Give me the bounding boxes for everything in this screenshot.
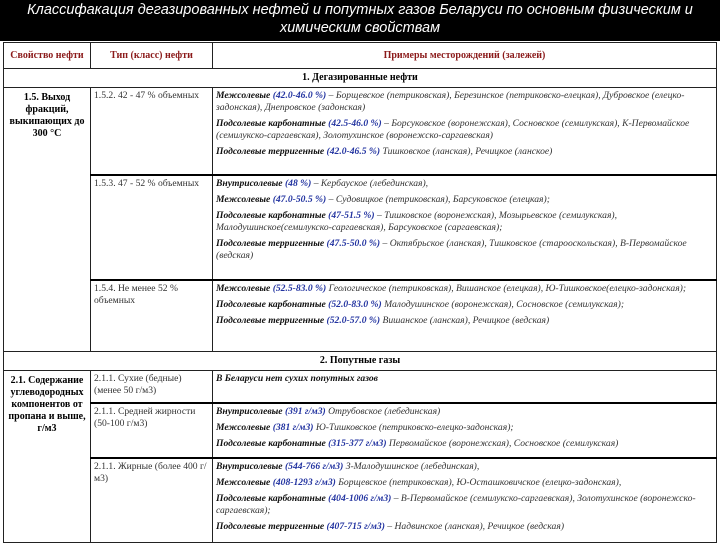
value-range: (407-715 г/м3) xyxy=(326,520,385,532)
deposit-list: Вишанское (ланская), Речицкое (ведская) xyxy=(382,314,550,326)
deposit-group: Межсолевые xyxy=(216,90,271,101)
value-range: (408-1293 г/м3) xyxy=(272,476,336,488)
type-cell: 2.1.1. Средней жирности (50-100 г/м3) xyxy=(91,403,213,458)
examples-cell xyxy=(213,88,717,175)
table-row xyxy=(4,371,717,403)
example-entry xyxy=(216,178,713,190)
type-cell: 2.1.1. Жирные (более 400 г/м3) xyxy=(91,458,213,543)
deposit-list: Первомайское (воронежская), Сосновское (семилукская) xyxy=(388,437,619,449)
deposit-list: Ю-Тишковское (петриковско-елецко-задонская); xyxy=(315,421,514,433)
deposit-list: – Надвинское (ланская), Речицкое (ведская) xyxy=(387,520,565,532)
header-examples: Примеры месторождений (залежей) xyxy=(213,43,717,69)
deposit-list: З-Малодушинское (лебединская), xyxy=(345,460,480,472)
section-title: 2. Попутные газы xyxy=(4,352,717,371)
table-row xyxy=(4,280,717,352)
header-type: Тип (класс) нефти xyxy=(91,43,213,69)
deposit-list: – В-Первомайское (семилукско-саргаевская), Золотухинское (воронежско-саргаевская); xyxy=(216,492,696,516)
examples-cell xyxy=(213,403,717,458)
value-range: (47-51.5 %) xyxy=(328,209,375,221)
classification-table xyxy=(3,42,717,543)
deposit-group: Подсолевые терригенные xyxy=(216,146,325,157)
value-range: (544-766 г/м3) xyxy=(284,460,344,472)
deposit-group: Подсолевые терригенные xyxy=(216,314,325,326)
section-row xyxy=(4,352,717,371)
example-entry xyxy=(216,521,713,533)
value-range: (381 г/м3) xyxy=(272,421,314,433)
table-row xyxy=(4,175,717,280)
example-entry xyxy=(216,373,713,385)
value-range: (42.5-46.0 %) xyxy=(328,118,382,129)
example-entry xyxy=(216,118,713,142)
deposit-list: Отрубовское (лебединская) xyxy=(328,405,441,417)
slide-title: Классифакация дегазированных нефтей и попутных газов Беларуси по основным физическим и химическим свойствам xyxy=(0,0,720,41)
example-entry xyxy=(216,493,713,517)
type-cell: 1.5.3. 47 - 52 % объемных xyxy=(91,175,213,280)
example-entry xyxy=(216,461,713,473)
deposit-list: – Судовицкое (петриковская), Барсуковское (елецкая); xyxy=(328,193,550,205)
deposit-group: В Беларуси нет сухих попутных газов xyxy=(216,373,378,384)
section-row xyxy=(4,69,717,88)
example-entry xyxy=(216,210,713,234)
examples-cell xyxy=(213,371,717,403)
deposit-group: Межсолевые xyxy=(216,421,271,433)
property-cell: 1.5. Выход фракций, выкипающих до 300 °С xyxy=(4,88,91,352)
table-row xyxy=(4,403,717,458)
value-range: (52.0-57.0 %) xyxy=(326,314,381,326)
deposit-group: Подсолевые карбонатные xyxy=(216,298,326,310)
deposit-group: Внутрисолевые xyxy=(216,405,283,417)
deposit-list: – Кербауское (лебединская), xyxy=(313,177,429,189)
table-row xyxy=(4,458,717,543)
value-range: (42.0-46.5 %) xyxy=(326,146,381,157)
value-range: (404-1006 г/м3) xyxy=(328,492,392,504)
example-entry xyxy=(216,194,713,206)
example-entry xyxy=(216,90,713,114)
deposit-group: Межсолевые xyxy=(216,282,271,294)
examples-cell xyxy=(213,280,717,352)
deposit-list: – Октябрьское (ланская), Тишковское (старооскольская), В-Первомайское (ведская) xyxy=(216,237,687,261)
value-range: (42.0-46.0 %) xyxy=(272,90,327,101)
deposit-group: Подсолевые карбонатные xyxy=(216,118,326,129)
example-entry xyxy=(216,299,713,311)
value-range: (47.5-50.0 %) xyxy=(326,237,381,249)
examples-cell xyxy=(213,175,717,280)
deposit-list: Малодушинское (воронежская), Сосновское (семилукская); xyxy=(384,298,625,310)
example-entry xyxy=(216,315,713,327)
deposit-group: Внутрисолевые xyxy=(216,460,283,472)
section-title: 1. Дегазированные нефти xyxy=(4,69,717,88)
example-entry xyxy=(216,477,713,489)
type-cell: 1.5.4. Не менее 52 % объемных xyxy=(91,280,213,352)
type-cell: 2.1.1. Сухие (бедные) (менее 50 г/м3) xyxy=(91,371,213,403)
deposit-group: Подсолевые терригенные xyxy=(216,520,325,532)
property-cell: 2.1. Содержание углеводородных компонентов от пропана и выше, г/м3 xyxy=(4,371,91,543)
example-entry xyxy=(216,422,713,434)
deposit-group: Подсолевые терригенные xyxy=(216,237,325,249)
deposit-list: Геологическое (петриковская), Вишанское (елецкая), Ю-Тишковское(елецко-задонская); xyxy=(328,282,687,294)
deposit-group: Подсолевые карбонатные xyxy=(216,437,326,449)
deposit-group: Межсолевые xyxy=(216,193,271,205)
type-cell: 1.5.2. 42 - 47 % объемных xyxy=(91,88,213,175)
deposit-group: Внутрисолевые xyxy=(216,177,283,189)
value-range: (52.0-83.0 %) xyxy=(328,298,382,310)
example-entry xyxy=(216,438,713,450)
deposit-group: Межсолевые xyxy=(216,476,271,488)
deposit-group: Подсолевые карбонатные xyxy=(216,492,326,504)
value-range: (48 %) xyxy=(284,177,312,189)
value-range: (391 г/м3) xyxy=(284,405,326,417)
deposit-list: – Тишковское (воронежская), Мозырьевское (семилукская), Малодушинское(семилукско-саргаевская), Барсуковское (саргаевская); xyxy=(216,209,618,233)
examples-cell xyxy=(213,458,717,543)
deposit-group: Подсолевые карбонатные xyxy=(216,209,326,221)
value-range: (47.0-50.5 %) xyxy=(272,193,327,205)
header-row xyxy=(4,43,717,69)
header-property: Свойство нефти xyxy=(4,43,91,69)
deposit-list: – Борщевское (петриковская), Березинское (петриковско-елецкая), Дубровское (елецко-задонская), Днепровское (задонская) xyxy=(216,90,685,113)
example-entry xyxy=(216,283,713,295)
table-row xyxy=(4,88,717,175)
example-entry xyxy=(216,406,713,418)
value-range: (52.5-83.0 %) xyxy=(272,282,327,294)
deposit-list: – Борсуковское (воронежская), Сосновское (семилукская), К-Первомайское (семилукско-саргаевская), Золотухинское (воронежско-саргаевская) xyxy=(216,118,690,141)
example-entry xyxy=(216,146,713,158)
deposit-list: Борщевское (петриковская), Ю-Осташковичское (елецко-задонская), xyxy=(338,476,622,488)
deposit-list: Тишковское (ланская), Речицкое (ланское) xyxy=(382,146,553,157)
value-range: (315-377 г/м3) xyxy=(328,437,387,449)
example-entry xyxy=(216,238,713,262)
